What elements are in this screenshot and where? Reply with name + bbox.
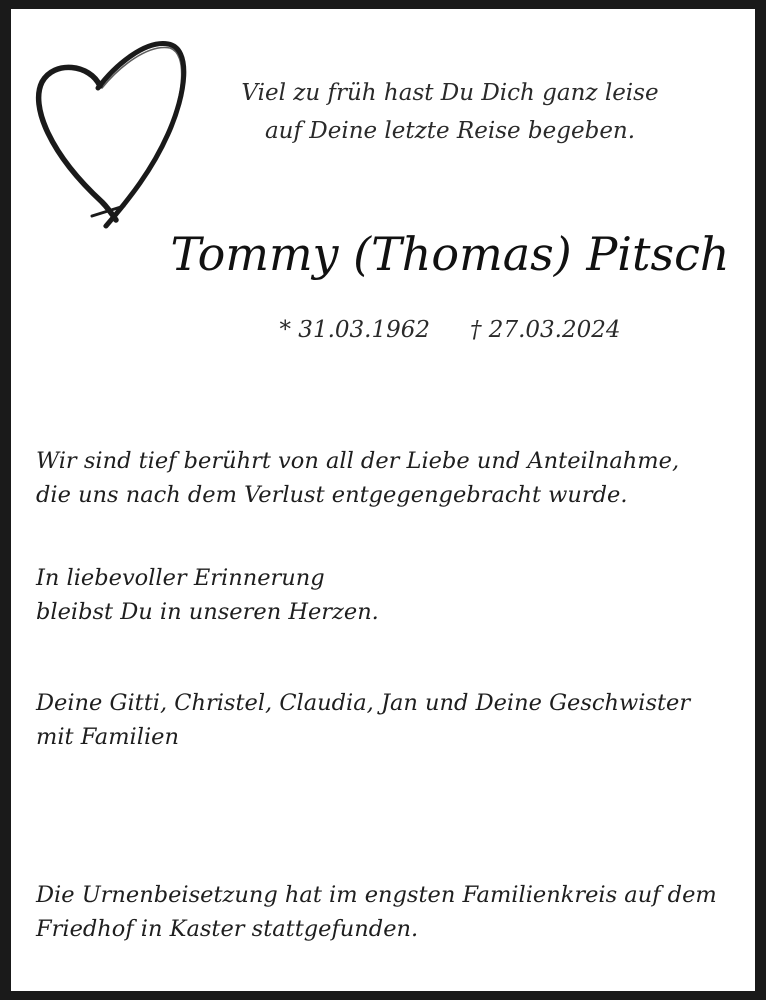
death-date: † 27.03.2024: [470, 317, 621, 343]
burial-line-1: Die Urnenbeisetzung hat im engsten Familienkreis auf dem: [36, 882, 717, 908]
burial-notice: [36, 878, 717, 946]
intro-verse-line-2: auf Deine letzte Reise begeben.: [264, 118, 636, 144]
burial-line-2: Friedhof in Kaster stattgefunden.: [36, 916, 419, 942]
intro-verse: [220, 74, 680, 150]
birth-date: * 31.03.1962: [279, 317, 430, 343]
heart-icon: [34, 34, 190, 232]
family-line-1: Deine Gitti, Christel, Claudia, Jan und Deine Geschwister: [36, 690, 691, 716]
family-signature: [36, 686, 690, 754]
deceased-name: Tommy (Thomas) Pitsch: [170, 227, 730, 281]
thanks-line-1: Wir sind tief berührt von all der Liebe und Anteilnahme,: [36, 448, 680, 474]
thanks-line-2: die uns nach dem Verlust entgegengebracht wurde.: [36, 482, 628, 508]
family-line-2: mit Familien: [36, 724, 179, 750]
intro-verse-line-1: Viel zu früh hast Du Dich ganz leise: [241, 80, 659, 106]
memory-paragraph: [36, 561, 379, 629]
memory-line-2: bleibst Du in unseren Herzen.: [36, 599, 379, 625]
thanks-paragraph: [36, 444, 679, 512]
life-dates: [240, 312, 660, 348]
memory-line-1: In liebevoller Erinnerung: [36, 565, 325, 591]
